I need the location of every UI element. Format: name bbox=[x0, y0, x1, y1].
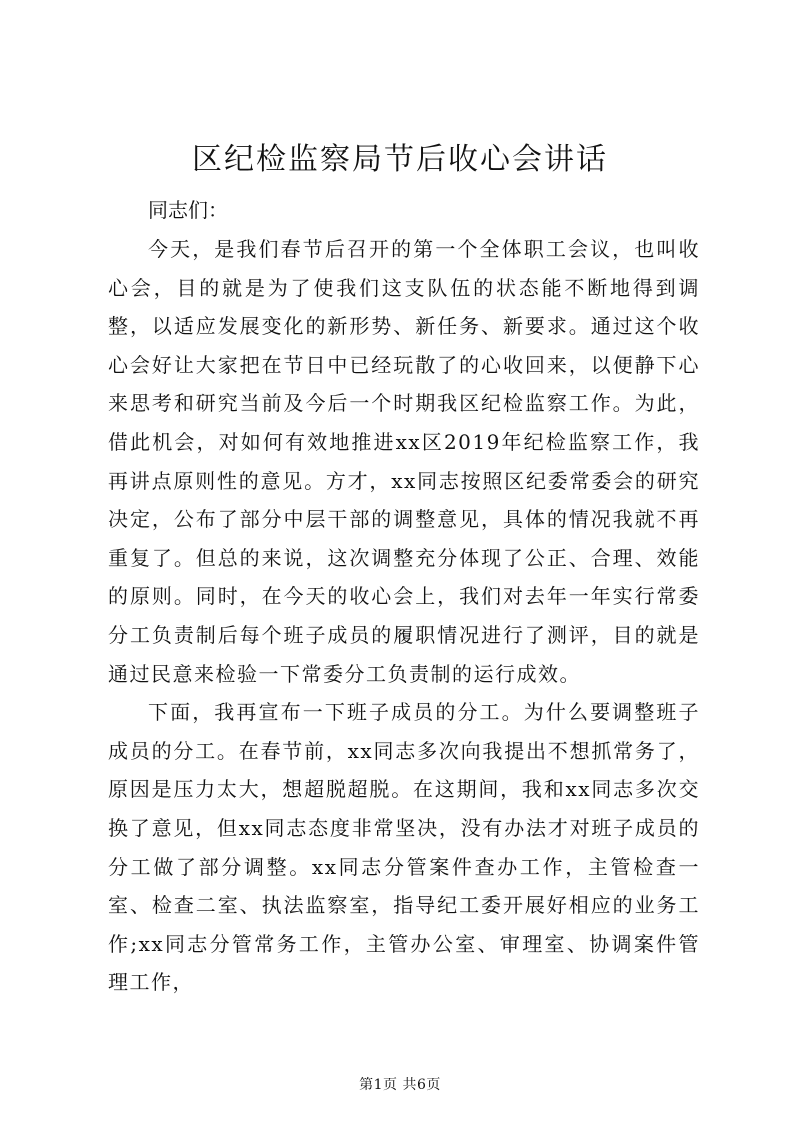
paragraph: 今天，是我们春节后召开的第一个全体职工会议，也叫收心会，目的就是为了使我们这支队伍的状态能不断地得到调整，以适应发展变化的新形势、新任务、新要求。通过这个收心会好让大家把在节日中已经玩散了的心收回来，以便静下心来思考和研究当前及今后一个时期我区纪检监察工作。为此，借此机会，对如何有效地推进xx区2019年纪检监察工作，我再讲点原则性的意见。方才，xx同志按照区纪委常委会的研究决定，公布了部分中层干部的调整意见，具体的情况我就不再重复了。但总的来说，这次调整充分体现了公正、合理、效能的原则。同时，在今天的收心会上，我们对去年一年实行常委分工负责制后每个班子成员的履职情况进行了测评，目的就是通过民意来检验一下常委分工负责制的运行成效。 bbox=[108, 237, 700, 686]
page-footer: 第1页 共6页 bbox=[359, 1077, 441, 1093]
salutation: 同志们： bbox=[148, 198, 228, 222]
document-body bbox=[108, 190, 700, 1002]
document-title: 区纪检监察局节后收心会讲话 bbox=[192, 142, 608, 177]
paragraph: 下面，我再宣布一下班子成员的分工。为什么要调整班子成员的分工。在春节前，xx同志多次向我提出不想抓常务了，原因是压力太大，想超脱超脱。在这期间，我和xx同志多次交换了意见，但xx同志态度非常坚决，没有办法才对班子成员的分工做了部分调整。xx同志分管案件查办工作，主管检查一室、检查二室、执法监察室，指导纪工委开展好相应的业务工作;xx同志分管常务工作，主管办公室、审理室、协调案件管理工作， bbox=[108, 700, 700, 995]
